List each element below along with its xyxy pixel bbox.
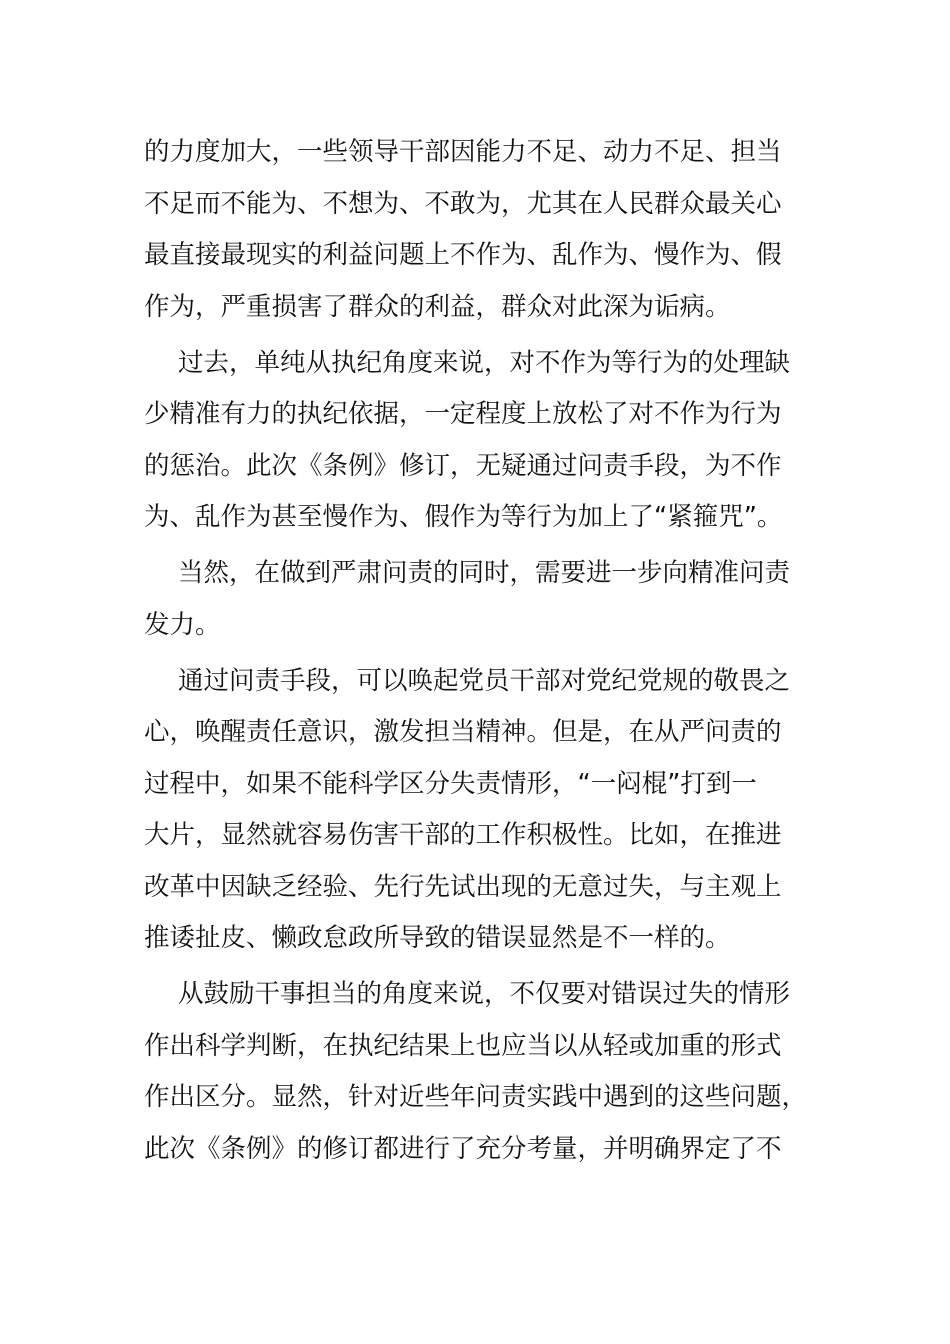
text-line: 不足而不能为、不想为、不敢为，尤其在人民群众最关心 (144, 188, 782, 219)
text-line: 推诿扯皮、懒政怠政所导致的错误显然是不一样的。 (144, 923, 731, 953)
text-line: 当然，在做到严肃问责的同时，需要进一步向精准问责 (178, 558, 791, 588)
text-line: 的力度加大，一些领导干部因能力不足、动力不足、担当 (144, 137, 782, 167)
text-line: 发力。 (144, 609, 221, 640)
text-line: 作出科学判断，在执纪结果上也应当以从轻或加重的形式 (144, 1030, 782, 1061)
paragraph-3 (144, 548, 794, 651)
text-line: 为、乱作为甚至慢作为、假作为等行为加上了“紧箍咒”。 (144, 502, 783, 532)
text-line: 心，唤醒责任意识，激发担当精神。但是，在从严问责的 (144, 717, 782, 747)
paragraph-5 (144, 969, 808, 1175)
text-line: 过程中，如果不能科学区分失责情形，“一闷棍”打到一 (144, 768, 757, 799)
text-line: 少精准有力的执纪依据，一定程度上放松了对不作为行为 (144, 399, 782, 429)
text-line: 此次《条例》的修订都进行了充分考量，并明确界定了不 (144, 1133, 782, 1164)
text-line: 最直接最现实的利益问题上不作为、乱作为、慢作为、假 (144, 240, 782, 270)
text-line: 过去，单纯从执纪角度来说，对不作为等行为的处理缺 (178, 347, 791, 378)
paragraph-4 (144, 656, 794, 965)
document-body (144, 127, 808, 1175)
text-line: 改革中因缺乏经验、先行先试出现的无意过失，与主观上 (144, 871, 782, 902)
paragraph-2 (144, 338, 794, 544)
text-line: 作为，严重损害了群众的利益，群众对此深为诟病。 (144, 291, 731, 322)
text-line: 从鼓励干事担当的角度来说，不仅要对错误过失的情形 (178, 979, 791, 1009)
text-line: 大片，显然就容易伤害干部的工作积极性。比如，在推进 (144, 820, 782, 850)
text-line: 作出区分。显然，针对近些年问责实践中遇到的这些问题， (144, 1082, 808, 1112)
paragraph-1 (144, 127, 794, 333)
text-line: 通过问责手段，可以唤起党员干部对党纪党规的敬畏之 (178, 665, 791, 696)
text-line: 的惩治。此次《条例》修订，无疑通过问责手段，为不作 (144, 450, 782, 481)
